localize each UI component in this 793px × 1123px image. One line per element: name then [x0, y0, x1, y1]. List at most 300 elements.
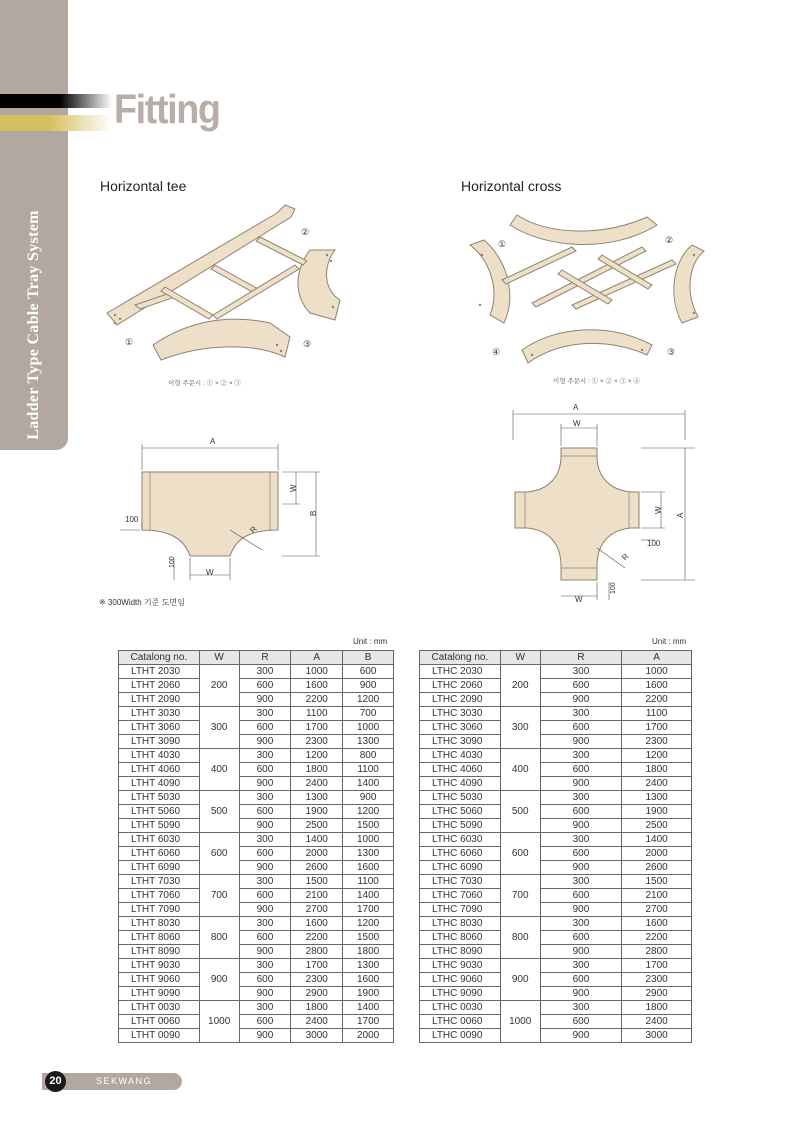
width-cell: 400 — [199, 749, 239, 791]
catalog-cell: LTHT 4090 — [119, 777, 200, 791]
catalog-cell: LTHC 6030 — [420, 833, 501, 847]
value-cell: 1300 — [622, 791, 692, 805]
value-cell: 2300 — [291, 735, 343, 749]
value-cell: 2200 — [291, 931, 343, 945]
value-cell: 1900 — [343, 987, 394, 1001]
value-cell: 1600 — [343, 861, 394, 875]
value-cell: 600 — [239, 763, 291, 777]
catalog-cell: LTHC 7090 — [420, 903, 501, 917]
width-cell: 800 — [199, 917, 239, 959]
header-catalog: Catalong no. — [420, 651, 501, 665]
catalog-cell: LTHC 9090 — [420, 987, 501, 1001]
catalog-cell: LTHT 5030 — [119, 791, 200, 805]
value-cell: 300 — [540, 875, 622, 889]
value-cell: 800 — [343, 749, 394, 763]
value-cell: 1500 — [291, 875, 343, 889]
value-cell: 900 — [343, 791, 394, 805]
table-row — [119, 847, 394, 861]
value-cell: 900 — [540, 903, 622, 917]
tee-3d-illustration — [95, 195, 355, 370]
table-row — [420, 1029, 692, 1043]
catalog-cell: LTHC 7030 — [420, 875, 501, 889]
value-cell: 2200 — [291, 693, 343, 707]
value-cell: 900 — [239, 819, 291, 833]
table-row — [420, 889, 692, 903]
value-cell: 1400 — [343, 1001, 394, 1015]
value-cell: 900 — [239, 735, 291, 749]
cross-dim-100b: 100 — [610, 582, 617, 594]
table-row — [119, 959, 394, 973]
value-cell: 1600 — [291, 917, 343, 931]
cross-dim-100: 100 — [647, 539, 661, 548]
value-cell: 300 — [239, 875, 291, 889]
tee-port-1: ① — [125, 337, 134, 347]
catalog-cell: LTHC 6090 — [420, 861, 501, 875]
value-cell: 600 — [343, 665, 394, 679]
table-row — [420, 693, 692, 707]
catalog-cell: LTHC 2030 — [420, 665, 501, 679]
width-cell: 900 — [199, 959, 239, 1001]
value-cell: 600 — [540, 889, 622, 903]
value-cell: 600 — [239, 973, 291, 987]
table-row — [420, 1015, 692, 1029]
value-cell: 900 — [239, 945, 291, 959]
table-row — [420, 847, 692, 861]
value-cell: 1100 — [343, 875, 394, 889]
value-cell: 300 — [540, 959, 622, 973]
catalog-cell: LTHT 8060 — [119, 931, 200, 945]
catalog-cell: LTHT 9060 — [119, 973, 200, 987]
value-cell: 2500 — [291, 819, 343, 833]
width-cell: 800 — [500, 917, 540, 959]
catalog-cell: LTHC 8060 — [420, 931, 501, 945]
catalog-cell: LTHT 3030 — [119, 707, 200, 721]
width-cell: 900 — [500, 959, 540, 1001]
table-row — [420, 735, 692, 749]
table-row — [420, 805, 692, 819]
value-cell: 1200 — [622, 749, 692, 763]
table-row — [420, 973, 692, 987]
table-row — [119, 1015, 394, 1029]
value-cell: 1800 — [622, 763, 692, 777]
table-row — [420, 777, 692, 791]
width-cell: 200 — [199, 665, 239, 707]
value-cell: 1800 — [622, 1001, 692, 1015]
value-cell: 600 — [540, 805, 622, 819]
cross-port-2: ② — [665, 235, 674, 245]
catalog-cell: LTHT 0090 — [119, 1029, 200, 1043]
tee-port-3: ③ — [303, 339, 312, 349]
value-cell: 1500 — [622, 875, 692, 889]
value-cell: 600 — [239, 847, 291, 861]
value-cell: 1700 — [291, 959, 343, 973]
table-row — [420, 917, 692, 931]
cross-dim-r: R — [620, 551, 631, 563]
table-row — [420, 1001, 692, 1015]
value-cell: 900 — [540, 945, 622, 959]
value-cell: 900 — [343, 679, 394, 693]
cross-port-4: ④ — [492, 347, 501, 357]
value-cell: 300 — [540, 1001, 622, 1015]
table-row — [420, 861, 692, 875]
value-cell: 600 — [239, 1015, 291, 1029]
value-cell: 600 — [540, 721, 622, 735]
tee-dimension-drawing — [110, 430, 335, 585]
value-cell: 1300 — [291, 791, 343, 805]
tee-table-unit: Unit : mm — [353, 637, 388, 646]
value-cell: 1400 — [622, 833, 692, 847]
catalog-cell: LTHC 5030 — [420, 791, 501, 805]
width-cell: 700 — [500, 875, 540, 917]
catalog-cell: LTHC 3030 — [420, 707, 501, 721]
value-cell: 300 — [540, 749, 622, 763]
header-w: W — [199, 651, 239, 665]
catalog-cell: LTHT 8030 — [119, 917, 200, 931]
value-cell: 2800 — [291, 945, 343, 959]
drawing-note: ※ 300Width 기준 도면임 — [99, 598, 185, 607]
width-cell: 700 — [199, 875, 239, 917]
cross-dim-a2: A — [676, 512, 685, 518]
value-cell: 900 — [540, 819, 622, 833]
value-cell: 900 — [540, 1029, 622, 1043]
value-cell: 2200 — [622, 931, 692, 945]
catalog-cell: LTHC 9060 — [420, 973, 501, 987]
value-cell: 600 — [239, 889, 291, 903]
catalog-cell: LTHC 2060 — [420, 679, 501, 693]
value-cell: 1700 — [343, 1015, 394, 1029]
sidebar-band — [0, 0, 68, 450]
header-a: A — [622, 651, 692, 665]
table-row — [119, 791, 394, 805]
catalog-cell: LTHT 7060 — [119, 889, 200, 903]
table-row — [420, 819, 692, 833]
catalog-cell: LTHT 2030 — [119, 665, 200, 679]
table-row — [119, 693, 394, 707]
value-cell: 2500 — [622, 819, 692, 833]
value-cell: 300 — [239, 665, 291, 679]
value-cell: 600 — [239, 679, 291, 693]
catalog-cell: LTHC 8030 — [420, 917, 501, 931]
value-cell: 300 — [540, 833, 622, 847]
table-row — [420, 875, 692, 889]
table-row — [420, 679, 692, 693]
table-row — [420, 959, 692, 973]
tee-spec-table — [118, 650, 394, 1043]
value-cell: 2400 — [291, 1015, 343, 1029]
value-cell: 1400 — [343, 777, 394, 791]
value-cell: 1600 — [622, 917, 692, 931]
sidebar-title: Ladder Type Cable Tray System — [25, 210, 42, 440]
value-cell: 1700 — [622, 721, 692, 735]
table-row — [420, 707, 692, 721]
table-row — [119, 987, 394, 1001]
value-cell: 1900 — [622, 805, 692, 819]
cross-spec-table — [419, 650, 692, 1043]
value-cell: 600 — [540, 1015, 622, 1029]
width-cell: 300 — [199, 707, 239, 749]
catalog-cell: LTHT 3060 — [119, 721, 200, 735]
value-cell: 900 — [239, 777, 291, 791]
table-row — [119, 903, 394, 917]
value-cell: 2400 — [291, 777, 343, 791]
table-row — [119, 819, 394, 833]
table-row — [119, 889, 394, 903]
value-cell: 2900 — [622, 987, 692, 1001]
catalog-cell: LTHC 9030 — [420, 959, 501, 973]
catalog-cell: LTHT 5060 — [119, 805, 200, 819]
brand-name: SEKWANG — [96, 1076, 153, 1086]
value-cell: 1300 — [343, 959, 394, 973]
catalog-cell: LTHC 5060 — [420, 805, 501, 819]
header-r: R — [239, 651, 291, 665]
tee-dim-a: A — [210, 437, 216, 446]
catalog-cell: LTHT 9030 — [119, 959, 200, 973]
table-row — [119, 805, 394, 819]
value-cell: 600 — [540, 679, 622, 693]
value-cell: 3000 — [291, 1029, 343, 1043]
table-header-row — [420, 651, 692, 665]
table-row — [119, 1029, 394, 1043]
table-row — [420, 931, 692, 945]
value-cell: 2000 — [622, 847, 692, 861]
catalog-cell: LTHC 6060 — [420, 847, 501, 861]
value-cell: 1600 — [291, 679, 343, 693]
value-cell: 1700 — [622, 959, 692, 973]
table-row — [420, 749, 692, 763]
value-cell: 600 — [239, 805, 291, 819]
value-cell: 600 — [239, 931, 291, 945]
table-row — [420, 833, 692, 847]
value-cell: 2300 — [622, 973, 692, 987]
tee-dim-100b: 100 — [169, 556, 176, 568]
width-cell: 500 — [199, 791, 239, 833]
value-cell: 2400 — [622, 777, 692, 791]
catalog-cell: LTHT 2060 — [119, 679, 200, 693]
catalog-cell: LTHT 9090 — [119, 987, 200, 1001]
header-w: W — [500, 651, 540, 665]
value-cell: 1200 — [343, 693, 394, 707]
value-cell: 600 — [540, 763, 622, 777]
table-row — [119, 1001, 394, 1015]
catalog-cell: LTHT 5090 — [119, 819, 200, 833]
table-row — [119, 721, 394, 735]
value-cell: 1300 — [343, 735, 394, 749]
header-b: B — [343, 651, 394, 665]
value-cell: 1600 — [343, 973, 394, 987]
value-cell: 700 — [343, 707, 394, 721]
table-row — [119, 931, 394, 945]
value-cell: 2200 — [622, 693, 692, 707]
catalog-cell: LTHC 4090 — [420, 777, 501, 791]
value-cell: 1400 — [343, 889, 394, 903]
value-cell: 2900 — [291, 987, 343, 1001]
value-cell: 2100 — [622, 889, 692, 903]
page-title: Fitting — [114, 86, 220, 132]
catalog-cell: LTHT 2090 — [119, 693, 200, 707]
cross-table-unit: Unit : mm — [652, 637, 687, 646]
header-r: R — [540, 651, 622, 665]
cross-dim-w: W — [573, 419, 581, 428]
cross-dim-w3: W — [575, 595, 583, 604]
catalog-cell: LTHT 4060 — [119, 763, 200, 777]
value-cell: 1900 — [291, 805, 343, 819]
table-row — [119, 973, 394, 987]
value-cell: 900 — [540, 861, 622, 875]
catalog-cell: LTHC 2090 — [420, 693, 501, 707]
value-cell: 2700 — [291, 903, 343, 917]
value-cell: 1000 — [343, 721, 394, 735]
header-black-bar — [0, 94, 112, 108]
value-cell: 1100 — [343, 763, 394, 777]
value-cell: 900 — [239, 903, 291, 917]
value-cell: 2000 — [343, 1029, 394, 1043]
table-row — [119, 679, 394, 693]
value-cell: 900 — [239, 987, 291, 1001]
value-cell: 300 — [540, 665, 622, 679]
value-cell: 1800 — [343, 945, 394, 959]
catalog-cell: LTHC 3060 — [420, 721, 501, 735]
value-cell: 1000 — [291, 665, 343, 679]
table-row — [119, 861, 394, 875]
page-number: 20 — [45, 1071, 66, 1092]
cross-port-3: ③ — [667, 347, 676, 357]
table-row — [119, 917, 394, 931]
value-cell: 2400 — [622, 1015, 692, 1029]
value-cell: 300 — [239, 917, 291, 931]
catalog-cell: LTHC 3090 — [420, 735, 501, 749]
header-catalog: Catalong no. — [119, 651, 200, 665]
value-cell: 1700 — [343, 903, 394, 917]
catalog-cell: LTHC 0030 — [420, 1001, 501, 1015]
header-gold-bar — [0, 115, 112, 131]
width-cell: 500 — [500, 791, 540, 833]
catalog-cell: LTHC 5090 — [420, 819, 501, 833]
width-cell: 600 — [500, 833, 540, 875]
value-cell: 2600 — [291, 861, 343, 875]
catalog-cell: LTHT 7090 — [119, 903, 200, 917]
table-row — [420, 721, 692, 735]
table-row — [420, 945, 692, 959]
table-row — [119, 833, 394, 847]
value-cell: 1400 — [291, 833, 343, 847]
width-cell: 400 — [500, 749, 540, 791]
value-cell: 300 — [239, 707, 291, 721]
table-row — [119, 763, 394, 777]
value-cell: 1100 — [622, 707, 692, 721]
catalog-cell: LTHT 8090 — [119, 945, 200, 959]
value-cell: 1500 — [343, 931, 394, 945]
table-row — [119, 777, 394, 791]
cross-dim-a: A — [573, 403, 579, 412]
value-cell: 600 — [239, 721, 291, 735]
table-row — [119, 707, 394, 721]
value-cell: 3000 — [622, 1029, 692, 1043]
table-row — [420, 763, 692, 777]
catalog-cell: LTHT 0060 — [119, 1015, 200, 1029]
catalog-cell: LTHC 8090 — [420, 945, 501, 959]
value-cell: 1200 — [343, 917, 394, 931]
value-cell: 1000 — [622, 665, 692, 679]
table-row — [119, 735, 394, 749]
width-cell: 300 — [500, 707, 540, 749]
cross-title: Horizontal cross — [461, 178, 562, 194]
tee-dim-100: 100 — [125, 515, 139, 524]
catalog-cell: LTHT 7030 — [119, 875, 200, 889]
value-cell: 2700 — [622, 903, 692, 917]
catalog-cell: LTHC 0090 — [420, 1029, 501, 1043]
tee-dim-w2: W — [206, 568, 214, 577]
value-cell: 300 — [239, 959, 291, 973]
catalog-cell: LTHT 3090 — [119, 735, 200, 749]
value-cell: 300 — [540, 917, 622, 931]
table-row — [420, 791, 692, 805]
value-cell: 2800 — [622, 945, 692, 959]
value-cell: 1300 — [343, 847, 394, 861]
value-cell: 300 — [239, 749, 291, 763]
value-cell: 300 — [540, 791, 622, 805]
value-cell: 600 — [540, 973, 622, 987]
catalog-cell: LTHT 6090 — [119, 861, 200, 875]
width-cell: 1000 — [500, 1001, 540, 1043]
catalog-cell: LTHC 4030 — [420, 749, 501, 763]
value-cell: 2000 — [291, 847, 343, 861]
value-cell: 900 — [239, 861, 291, 875]
table-row — [119, 665, 394, 679]
width-cell: 600 — [199, 833, 239, 875]
cross-3d-illustration — [462, 205, 712, 370]
tee-order-note: 이형 주문시 : ① × ② × ③ — [168, 380, 241, 387]
value-cell: 300 — [239, 1001, 291, 1015]
value-cell: 300 — [239, 833, 291, 847]
value-cell: 600 — [540, 931, 622, 945]
value-cell: 1100 — [291, 707, 343, 721]
width-cell: 1000 — [199, 1001, 239, 1043]
cross-port-1: ① — [498, 239, 507, 249]
catalog-cell: LTHC 7060 — [420, 889, 501, 903]
value-cell: 2300 — [622, 735, 692, 749]
value-cell: 300 — [239, 791, 291, 805]
width-cell: 200 — [500, 665, 540, 707]
catalog-cell: LTHC 0060 — [420, 1015, 501, 1029]
value-cell: 900 — [540, 735, 622, 749]
cross-dimension-drawing — [505, 400, 705, 610]
catalog-cell: LTHT 0030 — [119, 1001, 200, 1015]
catalog-cell: LTHT 6030 — [119, 833, 200, 847]
value-cell: 900 — [540, 987, 622, 1001]
value-cell: 900 — [540, 777, 622, 791]
tee-dim-r: R — [248, 524, 259, 535]
value-cell: 1600 — [622, 679, 692, 693]
catalog-cell: LTHC 4060 — [420, 763, 501, 777]
header-a: A — [291, 651, 343, 665]
table-row — [420, 987, 692, 1001]
value-cell: 600 — [540, 847, 622, 861]
value-cell: 2600 — [622, 861, 692, 875]
value-cell: 2100 — [291, 889, 343, 903]
table-row — [119, 749, 394, 763]
value-cell: 1800 — [291, 763, 343, 777]
table-header-row — [119, 651, 394, 665]
value-cell: 900 — [239, 693, 291, 707]
tee-dim-w: W — [289, 484, 298, 492]
value-cell: 1000 — [343, 833, 394, 847]
cross-dim-w2: W — [654, 506, 663, 514]
value-cell: 900 — [540, 693, 622, 707]
value-cell: 1200 — [343, 805, 394, 819]
value-cell: 1800 — [291, 1001, 343, 1015]
value-cell: 1500 — [343, 819, 394, 833]
cross-order-note: 이형 주문시 : ① × ② × ③ × ④ — [553, 378, 640, 385]
